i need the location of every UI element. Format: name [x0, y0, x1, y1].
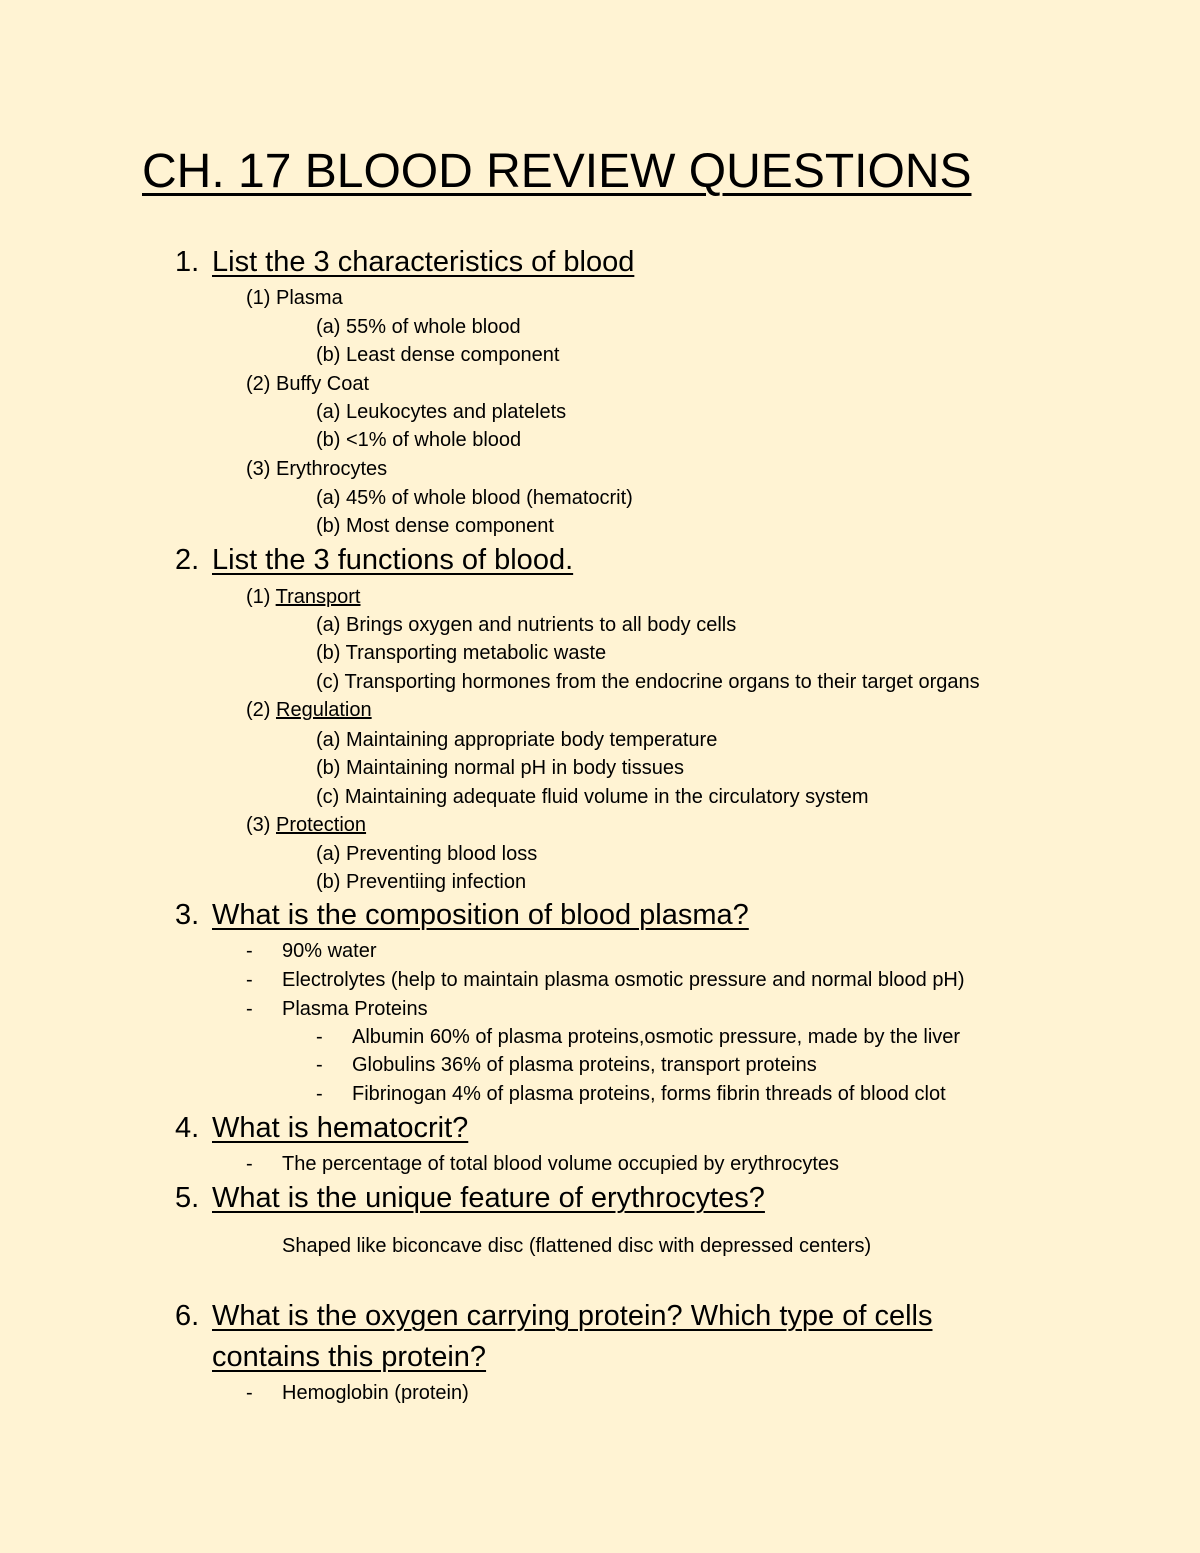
- list-item: (a) Leukocytes and platelets: [316, 401, 567, 423]
- list-item: (b) <1% of whole blood: [316, 429, 522, 451]
- list-item: (b) Preventiing infection: [316, 871, 527, 893]
- list-item: (3) Erythrocytes: [246, 458, 388, 480]
- list-item: Electrolytes (help to maintain plasma osmotic pressure and normal blood pH): [282, 969, 965, 991]
- question-text: What is hematocrit?: [212, 1112, 469, 1144]
- list-item: [246, 583, 360, 611]
- bullet-dash: -: [316, 1026, 323, 1048]
- question-text: List the 3 characteristics of blood: [212, 246, 635, 278]
- list-item: Globulins 36% of plasma proteins, transport proteins: [352, 1054, 817, 1076]
- answer-text: Shaped like biconcave disc (flattened disc with depressed centers): [282, 1235, 872, 1257]
- list-item: (1) Plasma: [246, 287, 343, 309]
- bullet-dash: -: [246, 940, 253, 962]
- question-3: [175, 895, 749, 936]
- list-label: Regulation: [276, 699, 372, 721]
- list-item: (a) Preventing blood loss: [316, 843, 538, 865]
- bullet-dash: -: [316, 1083, 323, 1105]
- list-prefix: (2): [246, 699, 276, 721]
- list-item: [246, 811, 366, 839]
- question-6: [175, 1296, 933, 1337]
- question-text: What is the unique feature of erythrocytes?: [212, 1182, 765, 1214]
- list-item: (2) Buffy Coat: [246, 373, 370, 395]
- page-title: CH. 17 BLOOD REVIEW QUESTIONS: [142, 145, 972, 198]
- bullet-dash: -: [246, 969, 253, 991]
- list-item: Fibrinogan 4% of plasma proteins, forms fibrin threads of blood clot: [352, 1083, 946, 1105]
- list-item: [246, 696, 372, 724]
- list-item: (b) Least dense component: [316, 344, 560, 366]
- bullet-dash: -: [246, 1382, 253, 1404]
- question-2: [175, 540, 573, 581]
- question-number: 6.: [175, 1300, 200, 1332]
- list-item: (b) Transporting metabolic waste: [316, 642, 607, 664]
- list-item: (c) Maintaining adequate fluid volume in the circulatory system: [316, 786, 869, 808]
- list-item: 90% water: [282, 940, 377, 962]
- list-item: (b) Most dense component: [316, 515, 554, 537]
- list-prefix: (3): [246, 814, 276, 836]
- question-5: [175, 1178, 765, 1219]
- list-item: Plasma Proteins: [282, 998, 428, 1020]
- question-text: List the 3 functions of blood.: [212, 544, 574, 576]
- list-item: (b) Maintaining normal pH in body tissues: [316, 757, 684, 779]
- question-1: [175, 242, 634, 283]
- question-4: [175, 1108, 468, 1149]
- question-number: 4.: [175, 1112, 200, 1144]
- list-item: (a) Maintaining appropriate body temperature: [316, 729, 718, 751]
- list-item: The percentage of total blood volume occupied by erythrocytes: [282, 1153, 839, 1175]
- list-item: (a) Brings oxygen and nutrients to all body cells: [316, 614, 737, 636]
- list-label: Protection: [276, 814, 367, 836]
- list-item: Hemoglobin (protein): [282, 1382, 469, 1404]
- list-item: Albumin 60% of plasma proteins,osmotic pressure, made by the liver: [352, 1026, 961, 1048]
- list-label: Transport: [275, 586, 361, 608]
- question-number: 2.: [175, 544, 200, 576]
- bullet-dash: -: [246, 998, 253, 1020]
- question-text-continued: contains this protein?: [212, 1341, 487, 1373]
- list-prefix: (1): [246, 586, 276, 608]
- list-item: (a) 55% of whole blood: [316, 316, 521, 338]
- question-number: 1.: [175, 246, 200, 278]
- question-text: What is the oxygen carrying protein? Which type of cells: [212, 1300, 933, 1332]
- bullet-dash: -: [246, 1153, 253, 1175]
- question-text: What is the composition of blood plasma?: [212, 899, 749, 931]
- list-item: (c) Transporting hormones from the endocrine organs to their target organs: [316, 671, 980, 693]
- list-item: (a) 45% of whole blood (hematocrit): [316, 487, 633, 509]
- bullet-dash: -: [316, 1054, 323, 1076]
- question-number: 3.: [175, 899, 200, 931]
- question-number: 5.: [175, 1182, 200, 1214]
